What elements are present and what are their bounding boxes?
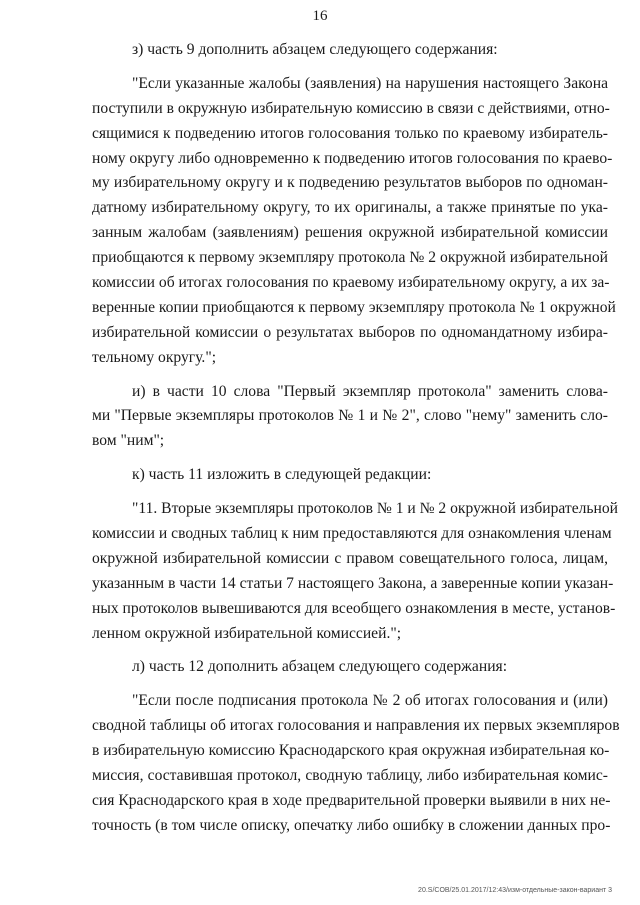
text-line: тельному округу.";	[92, 348, 217, 366]
text-line: в избирательную комиссию Краснодарского края окружная избирательная ко-	[92, 742, 610, 760]
paragraph-quote-l	[92, 689, 620, 838]
text-line: му избирательному округу и к подведению результатов выборов по одноман-	[92, 174, 608, 192]
text-line: указанным в части 14 статьи 7 настоящего Закона, а заверенные копии указан-	[92, 574, 614, 592]
text-line: ми "Первые экземпляры протоколов № 1 и № 2", слово "нему" заменить сло-	[92, 407, 608, 425]
text-line: "Если указанные жалобы (заявления) на нарушения настоящего Закона	[132, 74, 608, 92]
text-line: комиссии и сводных таблиц к ним предоставляются для ознакомления членам	[92, 525, 612, 543]
text-line: точность (в том числе описку, опечатку либо ошибку в сложении данных про-	[92, 816, 611, 834]
text-line: комиссии об итогах голосования по краевому избирательному округу, а их за-	[92, 274, 610, 292]
text-line: поступили в окружную избирательную комиссию в связи с действиями, отно-	[92, 99, 610, 117]
document-body	[92, 38, 620, 839]
paragraph-item-k	[92, 463, 608, 488]
text-line: избирательной комиссии о результатах выборов по одномандатному избира-	[92, 323, 608, 341]
text-line: сводной таблицы об итогах голосования и направления их первых экземпляров	[92, 717, 620, 735]
text-line: к) часть 11 изложить в следующей редакции:	[132, 466, 432, 484]
text-line: датному избирательному округу, то их оригиналы, а также принятые по ука-	[92, 199, 608, 217]
footer-file-stamp: 20.S/COB/25.01.2017/12:43/изм-отдельные-закон-вариант 3	[418, 887, 612, 894]
text-line: "11. Вторые экземпляры протоколов № 1 и № 2 окружной избирательной	[132, 500, 619, 518]
paragraph-quote-z	[92, 72, 616, 371]
text-line: ному округу либо одновременно к подведению итогов голосования по краево-	[92, 149, 613, 167]
paragraph-item-l	[92, 655, 608, 680]
text-line: л) часть 12 дополнить абзацем следующего содержания:	[132, 658, 508, 676]
text-line: з) часть 9 дополнить абзацем следующего содержания:	[132, 41, 498, 58]
text-line: занным жалобам (заявлениям) решения окружной избирательной комиссии	[92, 224, 608, 242]
text-line: веренные копии приобщаются к первому экземпляру протокола № 1 окружной	[92, 298, 616, 316]
text-line: сящимися к подведению итогов голосования только по краевому избиратель-	[92, 124, 608, 142]
text-line: "Если после подписания протокола № 2 об итогах голосования и (или)	[132, 692, 608, 710]
text-line: вом "ним";	[92, 432, 165, 450]
text-line: окружной избирательной комиссии с правом совещательного голоса, лицам,	[92, 549, 608, 567]
text-line: ных протоколов вывешиваются для всеобщего ознакомления в месте, установ-	[92, 599, 616, 617]
text-line: ленном окружной избирательной комиссией.";	[92, 624, 402, 642]
text-line: миссия, составившая протокол, сводную таблицу, либо избирательная комис-	[92, 767, 608, 785]
text-line: сия Краснодарского края в ходе предварительной проверки выявили в них не-	[92, 791, 611, 809]
text-line: приобщаются к первому экземпляру протокола № 2 окружной избирательной	[92, 249, 608, 267]
page-number: 16	[312, 8, 328, 24]
paragraph-item-i	[92, 380, 608, 455]
paragraph-item-z	[92, 38, 608, 63]
paragraph-quote-k	[92, 497, 619, 646]
text-line: и) в части 10 слова "Первый экземпляр протокола" заменить слова-	[132, 382, 608, 400]
